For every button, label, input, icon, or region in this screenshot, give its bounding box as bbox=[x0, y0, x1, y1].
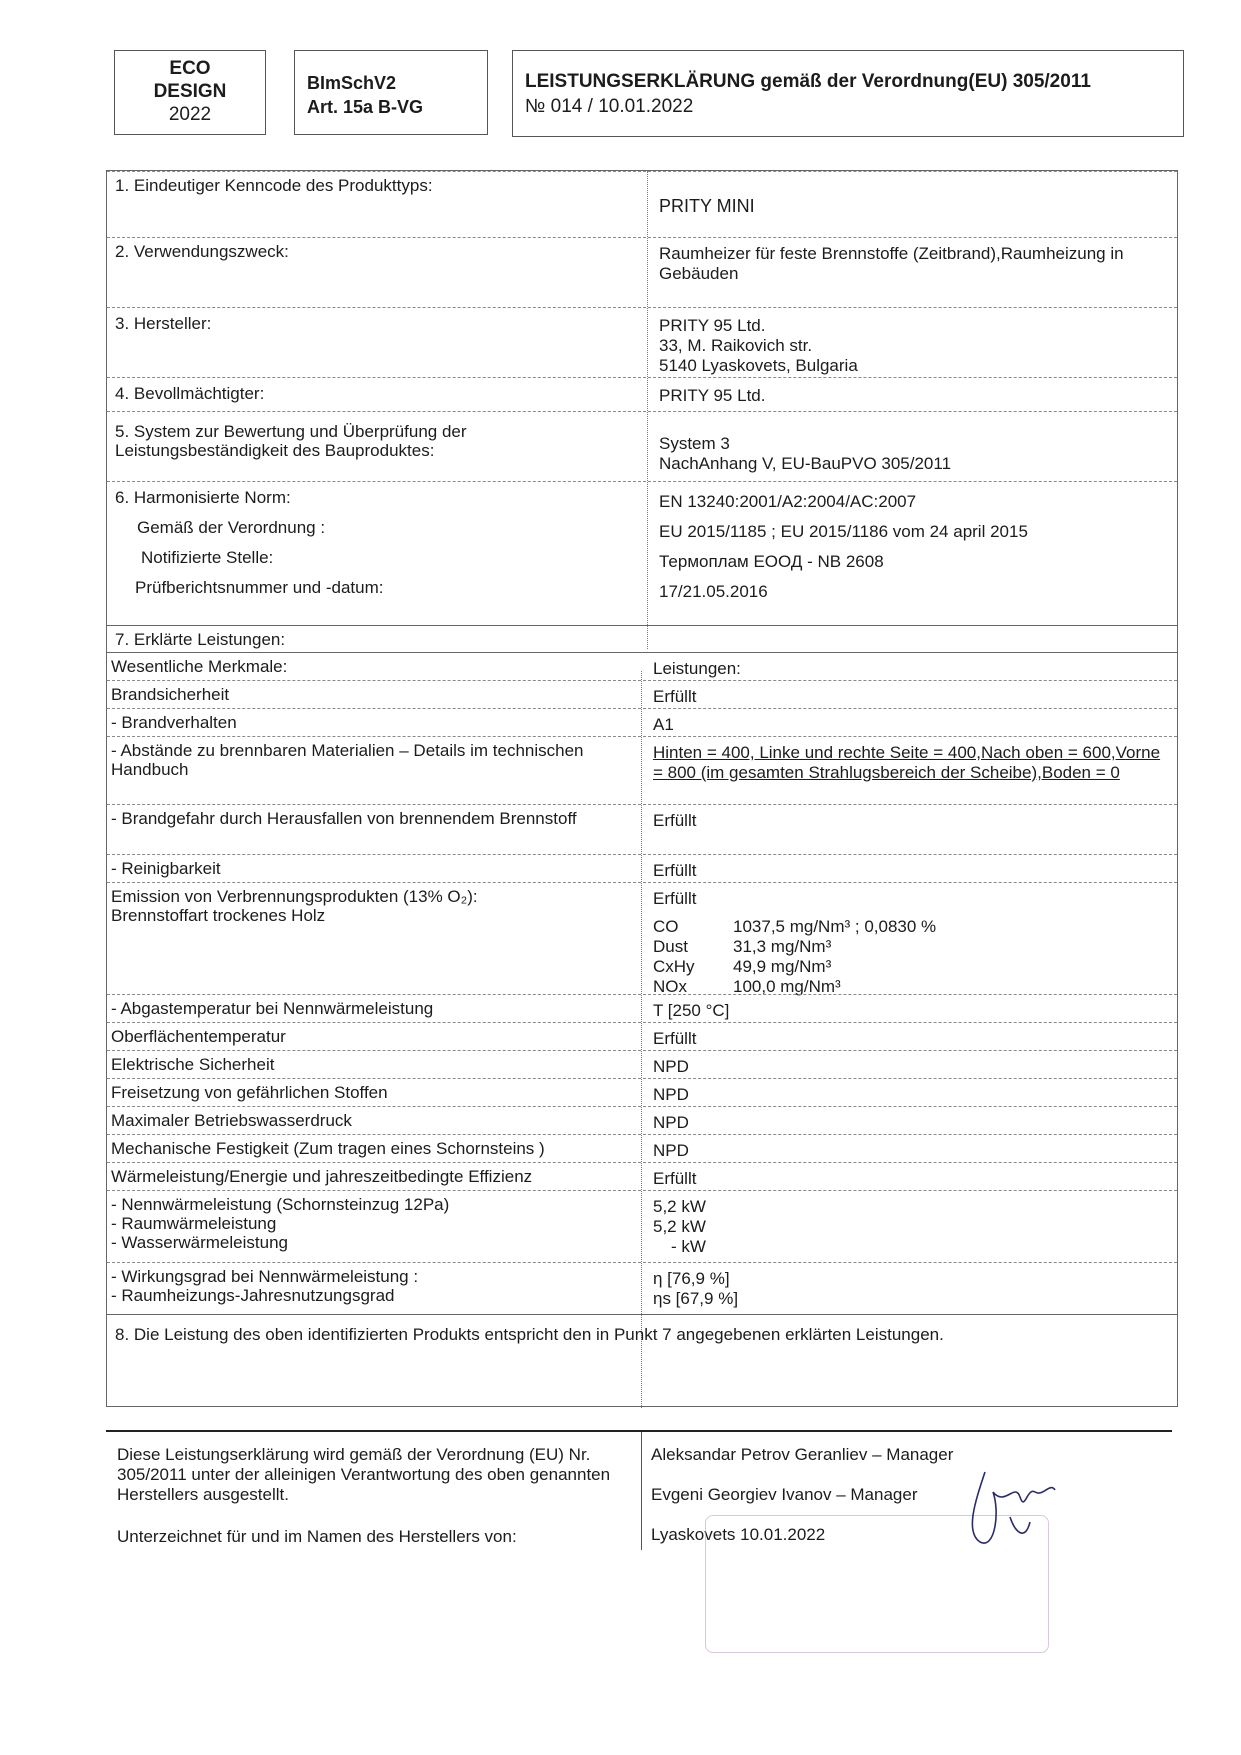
seasonal-efficiency-value: ηs [67,9 %] bbox=[653, 1289, 739, 1308]
footer-divider bbox=[106, 1430, 1172, 1432]
table-row bbox=[107, 1106, 1177, 1134]
table-row bbox=[107, 307, 1177, 377]
declaration-table bbox=[106, 170, 1178, 1407]
authorized-rep: PRITY 95 Ltd. bbox=[659, 386, 766, 405]
emission-value: 49,9 mg/Nm³ bbox=[733, 957, 832, 976]
emission-value: 100,0 mg/Nm³ bbox=[733, 977, 841, 996]
footer-column-divider bbox=[641, 1432, 642, 1550]
emission-label: Emission von Verbrennungsprodukten (13% O₂): bbox=[111, 887, 478, 906]
table-row bbox=[107, 736, 1177, 804]
row-value: Erfüllt bbox=[653, 861, 697, 880]
document-number: № 014 / 10.01.2022 bbox=[525, 96, 694, 117]
water-heat-label: - Wasserwärmeleistung bbox=[111, 1233, 288, 1252]
row-label: 2. Verwendungszweck: bbox=[115, 242, 289, 261]
row-label: - Abstände zu brennbaren Materialien – Details im technischen Handbuch bbox=[111, 741, 584, 779]
table-row bbox=[107, 1314, 1177, 1354]
responsibility-text: Diese Leistungserklärung wird gemäß der Verordnung (EU) Nr. 305/2011 unter der alleinigen Verantwortung des oben genannten Herstellers ausgestellt. bbox=[117, 1445, 611, 1504]
table-row bbox=[107, 854, 1177, 882]
space-heat-label: - Raumwärmeleistung bbox=[111, 1214, 277, 1233]
manufacturer-street: 33, M. Raikovich str. bbox=[659, 336, 813, 355]
bimschv-box bbox=[294, 50, 488, 135]
table-row bbox=[107, 804, 1177, 854]
table-row bbox=[107, 377, 1177, 411]
row-value: Erfüllt bbox=[653, 1169, 697, 1188]
system-annex: NachAnhang V, EU-BauPVO 305/2011 bbox=[659, 454, 952, 473]
row-value: NPD bbox=[653, 1113, 689, 1132]
nominal-output-value: 5,2 kW bbox=[653, 1197, 706, 1216]
table-row bbox=[107, 1050, 1177, 1078]
table-row bbox=[107, 708, 1177, 736]
table-row bbox=[107, 411, 1177, 481]
table-row bbox=[107, 1134, 1177, 1162]
section-heading: 7. Erklärte Leistungen: bbox=[115, 630, 286, 649]
table-row bbox=[107, 1190, 1177, 1262]
efficiency-label: - Wirkungsgrad bei Nennwärmeleistung : bbox=[111, 1267, 419, 1286]
document-title: LEISTUNGSERKLÄRUNG gemäß der Verordnung(EU) 305/2011 bbox=[525, 71, 1091, 92]
emission-value: 1037,5 mg/Nm³ ; 0,0830 % bbox=[733, 917, 937, 936]
table-row bbox=[107, 1262, 1177, 1314]
signed-on-behalf: Unterzeichnet für und im Namen des Herstellers von: bbox=[117, 1527, 517, 1546]
table-row bbox=[107, 625, 1177, 652]
row-label: 5. System zur Bewertung und Überprüfung der Leistungsbeständigkeit des Bauproduktes: bbox=[115, 422, 467, 460]
place-date: Lyaskovets 10.01.2022 bbox=[651, 1525, 826, 1544]
system-value: System 3 bbox=[659, 434, 730, 453]
art-label: Art. 15a B-VG bbox=[307, 97, 424, 117]
emission-name: CO bbox=[653, 917, 679, 936]
table-row bbox=[107, 237, 1177, 307]
emission-name: Dust bbox=[653, 937, 688, 956]
regulation-value: EU 2015/1185 ; EU 2015/1186 vom 24 april 2015 bbox=[659, 522, 1028, 541]
intended-use: Raumheizer für feste Brennstoffe (Zeitbrand),Raumheizung in Gebäuden bbox=[659, 244, 1124, 283]
row-label: 4. Bevollmächtigter: bbox=[115, 384, 265, 403]
row-label: 3. Hersteller: bbox=[115, 314, 212, 333]
bimschv-label: BImSchV2 bbox=[307, 73, 397, 93]
eco-design-box bbox=[114, 50, 266, 135]
signer-1: Aleksandar Petrov Geranliev – Manager bbox=[651, 1445, 954, 1464]
notified-body-label: Notifizierte Stelle: bbox=[141, 548, 274, 567]
row-value: Hinten = 400, Linke und rechte Seite = 400,Nach oben = 600,Vorne = 800 (im gesamten Strahlugsbereich der Scheibe),Boden = 0 bbox=[653, 743, 1161, 782]
table-row bbox=[107, 481, 1177, 625]
row-label: Wesentliche Merkmale: bbox=[111, 657, 288, 676]
eco-year: 2022 bbox=[168, 104, 212, 125]
manufacturer-city: 5140 Lyaskovets, Bulgaria bbox=[659, 356, 858, 375]
row-value: Erfüllt bbox=[653, 811, 697, 830]
table-row bbox=[107, 652, 1177, 680]
row-value: Erfüllt bbox=[653, 687, 697, 706]
row-label: Oberflächentemperatur bbox=[111, 1027, 286, 1046]
table-row bbox=[107, 994, 1177, 1022]
product-code: PRITY MINI bbox=[659, 196, 755, 216]
table-row bbox=[107, 1078, 1177, 1106]
handwritten-signature bbox=[955, 1462, 1065, 1552]
row-value: T [250 °C] bbox=[653, 1001, 730, 1020]
table-row bbox=[107, 1162, 1177, 1190]
table-row bbox=[107, 1022, 1177, 1050]
row-label: 6. Harmonisierte Norm: bbox=[115, 488, 291, 507]
table-row bbox=[107, 882, 1177, 994]
row-label: Mechanische Festigkeit (Zum tragen eines Schornsteins ) bbox=[111, 1139, 545, 1158]
emission-value: 31,3 mg/Nm³ bbox=[733, 937, 832, 956]
space-heat-value: 5,2 kW bbox=[653, 1217, 706, 1236]
footer-left bbox=[117, 1445, 637, 1547]
row-label: - Abgastemperatur bei Nennwärmeleistung bbox=[111, 999, 434, 1018]
test-report-label: Prüfberichtsnummer und -datum: bbox=[135, 578, 384, 597]
test-report-value: 17/21.05.2016 bbox=[659, 582, 768, 601]
nominal-output-label: - Nennwärmeleistung (Schornsteinzug 12Pa) bbox=[111, 1195, 450, 1214]
row-value: A1 bbox=[653, 715, 674, 734]
row-label: - Reinigbarkeit bbox=[111, 859, 221, 878]
seasonal-efficiency-label: - Raumheizungs-Jahresnutzungsgrad bbox=[111, 1286, 395, 1305]
eco-label: ECO bbox=[169, 58, 211, 79]
emission-name: NOx bbox=[653, 977, 687, 996]
efficiency-value: η [76,9 %] bbox=[653, 1269, 730, 1288]
manufacturer-name: PRITY 95 Ltd. bbox=[659, 316, 766, 335]
row-label: Elektrische Sicherheit bbox=[111, 1055, 275, 1074]
notified-body-value: Термоплам ЕООД - NB 2608 bbox=[659, 552, 884, 571]
emission-name: CxHy bbox=[653, 957, 695, 976]
signer-2: Evgeni Georgiev Ivanov – Manager bbox=[651, 1485, 918, 1504]
water-heat-value: - kW bbox=[671, 1237, 706, 1256]
row-value: Leistungen: bbox=[653, 659, 741, 678]
emission-status: Erfüllt bbox=[653, 889, 697, 908]
row-label: - Brandgefahr durch Herausfallen von brennendem Brennstoff bbox=[111, 809, 577, 828]
table-row bbox=[107, 680, 1177, 708]
emission-values bbox=[653, 917, 1163, 997]
row-label: Wärmeleistung/Energie und jahreszeitbedingte Effizienz bbox=[111, 1167, 533, 1186]
conformity-statement: 8. Die Leistung des oben identifizierten Produkts entspricht den in Punkt 7 angegebenen erklärten Leistungen. bbox=[115, 1325, 944, 1344]
fuel-label: Brennstoffart trockenes Holz bbox=[111, 906, 326, 925]
row-value: NPD bbox=[653, 1057, 689, 1076]
row-label: Brandsicherheit bbox=[111, 685, 230, 704]
row-value: NPD bbox=[653, 1085, 689, 1104]
harmonized-norm: EN 13240:2001/A2:2004/AC:2007 bbox=[659, 492, 917, 511]
table-row bbox=[107, 171, 1177, 237]
regulation-label: Gemäß der Verordnung : bbox=[137, 518, 326, 537]
row-value: NPD bbox=[653, 1141, 689, 1160]
row-label: Maximaler Betriebswasserdruck bbox=[111, 1111, 352, 1130]
row-value: Erfüllt bbox=[653, 1029, 697, 1048]
row-label: Freisetzung von gefährlichen Stoffen bbox=[111, 1083, 388, 1102]
row-label: 1. Eindeutiger Kenncode des Produkttyps: bbox=[115, 176, 433, 195]
row-label: - Brandverhalten bbox=[111, 713, 237, 732]
document-title-box bbox=[512, 50, 1184, 137]
design-label: DESIGN bbox=[153, 81, 227, 102]
